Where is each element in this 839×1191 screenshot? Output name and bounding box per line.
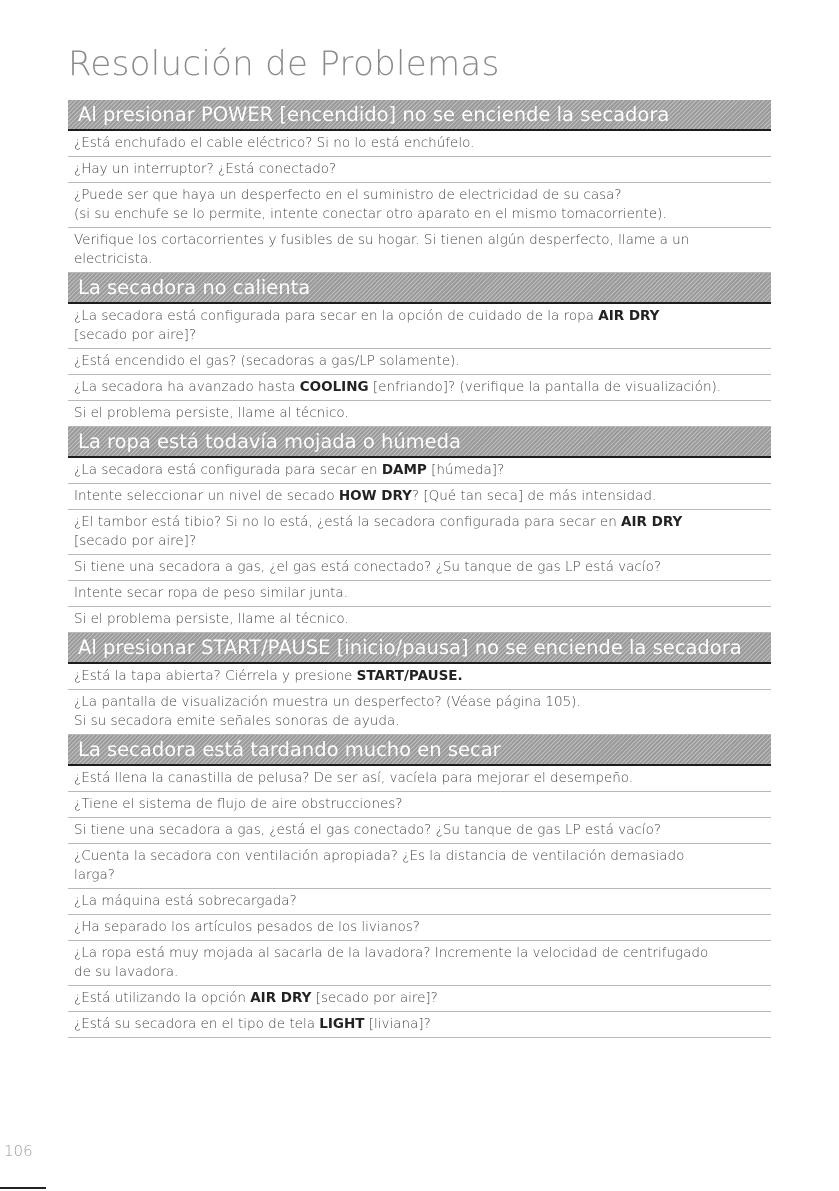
item-text: ¿La secadora ha avanzado hasta <box>74 379 300 395</box>
item-text: ¿La máquina está sobrecargada? <box>74 893 297 909</box>
troubleshooting-section <box>68 633 771 735</box>
troubleshooting-item <box>68 131 771 157</box>
setting-name: AIR DRY <box>250 990 312 1006</box>
section-header: Al presionar POWER [encendido] no se enciende la secadora <box>68 100 771 131</box>
section-header: La secadora está tardando mucho en secar <box>68 735 771 766</box>
item-text: ¿Tiene el sistema de flujo de aire obstrucciones? <box>74 796 403 812</box>
item-text: ¿La secadora está configurada para secar en <box>74 462 382 478</box>
section-header: La ropa está todavía mojada o húmeda <box>68 427 771 458</box>
troubleshooting-item <box>68 664 771 690</box>
item-text: ¿La ropa está muy mojada al sacarla de la lavadora? Incremente la velocidad de centrifugado de su lavadora. <box>74 945 709 980</box>
troubleshooting-item <box>68 304 771 349</box>
troubleshooting-section <box>68 427 771 633</box>
troubleshooting-item <box>68 889 771 915</box>
section-header: Al presionar START/PAUSE [inicio/pausa] no se enciende la secadora <box>68 633 771 664</box>
item-text: [enfriando]? (verifique la pantalla de visualización). <box>368 379 722 395</box>
troubleshooting-section <box>68 273 771 427</box>
item-text: ¿Está la tapa abierta? Ciérrela y presione <box>74 668 357 684</box>
troubleshooting-item <box>68 690 771 735</box>
item-text: Intente secar ropa de peso similar junta. <box>74 585 349 601</box>
item-text: ¿Ha separado los artículos pesados de los livianos? <box>74 919 420 935</box>
troubleshooting-item <box>68 375 771 401</box>
troubleshooting-item <box>68 915 771 941</box>
item-text: [húmeda]? <box>426 462 505 478</box>
setting-name: START/PAUSE. <box>356 668 463 684</box>
troubleshooting-item <box>68 844 771 889</box>
troubleshooting-item <box>68 183 771 228</box>
troubleshooting-item <box>68 941 771 986</box>
troubleshooting-item <box>68 157 771 183</box>
item-text: [secado por aire]? <box>74 327 197 343</box>
troubleshooting-item <box>68 349 771 375</box>
setting-name: LIGHT <box>319 1016 365 1032</box>
section-header: La secadora no calienta <box>68 273 771 304</box>
item-text: ? [Qué tan seca] de más intensidad. <box>411 488 657 504</box>
item-text: Si el problema persiste, llame al técnico. <box>74 405 349 421</box>
item-text: Si el problema persiste, llame al técnico. <box>74 611 349 627</box>
item-text: [liviana]? <box>364 1016 431 1032</box>
item-text: ¿La secadora está configurada para secar en la opción de cuidado de la ropa <box>74 308 599 324</box>
troubleshooting-item <box>68 228 771 273</box>
item-text: ¿La pantalla de visualización muestra un desperfecto? (Véase página 105). Si su secadora emite señales sonoras de ayuda. <box>74 694 581 729</box>
item-text: ¿Puede ser que haya un desperfecto en el suministro de electricidad de su casa? (si su enchufe se lo permite, intente conectar otro aparato en el mismo tomacorriente). <box>74 187 667 222</box>
troubleshooting-section <box>68 735 771 1038</box>
troubleshooting-item <box>68 401 771 427</box>
item-text: ¿Está enchufado el cable eléctrico? Si no lo está enchúfelo. <box>74 135 475 151</box>
troubleshooting-item <box>68 1012 771 1038</box>
item-text: ¿Está utilizando la opción <box>74 990 251 1006</box>
troubleshooting-item <box>68 766 771 792</box>
item-text: ¿Está su secadora en el tipo de tela <box>74 1016 320 1032</box>
page-title: Resolución de Problemas <box>68 44 500 84</box>
troubleshooting-content <box>68 100 771 1038</box>
setting-name: HOW DRY <box>338 488 412 504</box>
troubleshooting-item <box>68 986 771 1012</box>
setting-name: DAMP <box>381 462 427 478</box>
item-text: Intente seleccionar un nivel de secado <box>74 488 339 504</box>
item-text: ¿Está llena la canastilla de pelusa? De ser así, vacíela para mejorar el desempeño. <box>74 770 634 786</box>
troubleshooting-item <box>68 792 771 818</box>
setting-name: COOLING <box>299 379 369 395</box>
troubleshooting-item <box>68 607 771 633</box>
troubleshooting-item <box>68 484 771 510</box>
item-text: ¿Hay un interruptor? ¿Está conectado? <box>74 161 337 177</box>
troubleshooting-item <box>68 510 771 555</box>
setting-name: AIR DRY <box>621 514 683 530</box>
troubleshooting-section <box>68 100 771 273</box>
item-text: Verifique los cortacorrientes y fusibles de su hogar. Si tienen algún desperfecto, llame a un electricista. <box>74 232 690 267</box>
troubleshooting-item <box>68 555 771 581</box>
item-text: [secado por aire]? <box>311 990 438 1006</box>
troubleshooting-item <box>68 818 771 844</box>
troubleshooting-item <box>68 581 771 607</box>
troubleshooting-item <box>68 458 771 484</box>
bottom-rule <box>0 1187 46 1189</box>
item-text: ¿Está encendido el gas? (secadoras a gas/LP solamente). <box>74 353 460 369</box>
item-text: ¿El tambor está tibio? Si no lo está, ¿está la secadora configurada para secar en <box>74 514 622 530</box>
setting-name: AIR DRY <box>598 308 660 324</box>
page-number: 106 <box>4 1142 33 1160</box>
item-text: Si tiene una secadora a gas, ¿el gas está conectado? ¿Su tanque de gas LP está vacío? <box>74 559 661 575</box>
item-text: [secado por aire]? <box>74 533 197 549</box>
item-text: ¿Cuenta la secadora con ventilación apropiada? ¿Es la distancia de ventilación demasiado larga? <box>74 848 685 883</box>
item-text: Si tiene una secadora a gas, ¿está el gas conectado? ¿Su tanque de gas LP está vacío? <box>74 822 661 838</box>
